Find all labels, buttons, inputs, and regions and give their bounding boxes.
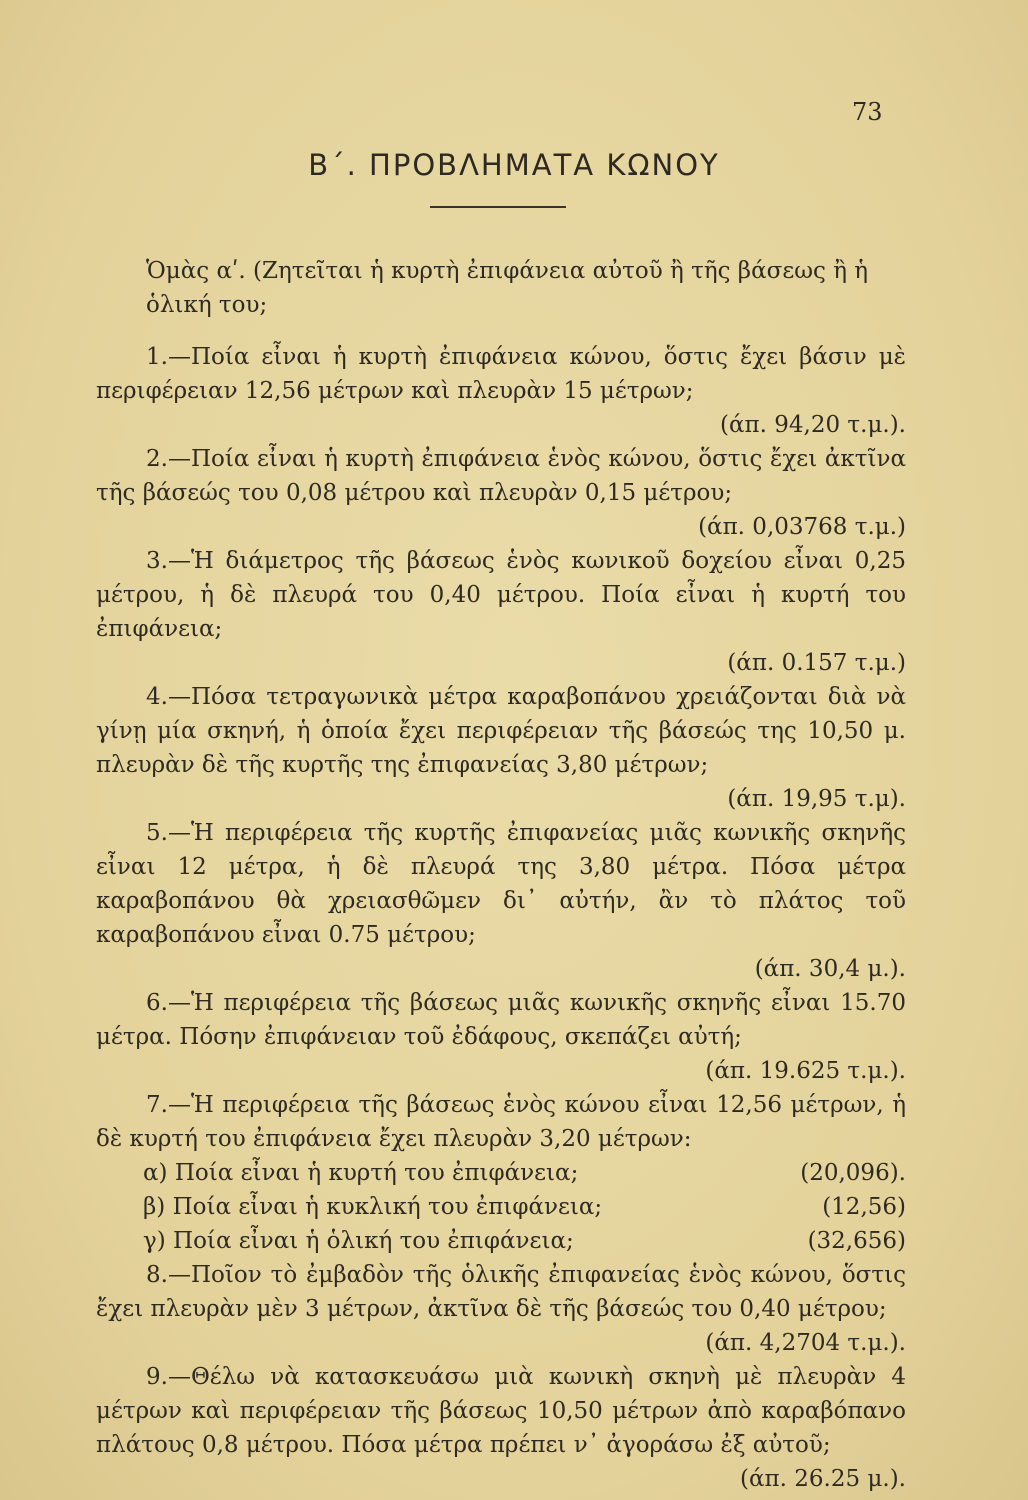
problem-3 [96,544,906,680]
sub-question-answer: (12,56) [822,1194,906,1220]
problem-answer: (άπ. 19,95 τ.μ). [727,786,906,812]
sub-question-text: γ) Ποία εἶναι ἡ ὁλική του ἐπιφάνεια; [143,1228,574,1254]
problem-2 [96,442,906,544]
problem-text: Ἡ περιφέρεια τῆς κυρτῆς ἐπιφανείας μιᾶς κωνικῆς σκηνῆς εἶναι 12 μέτρα, ἡ δὲ πλευρά της 3,80 μέτρα. Πόσα μέτρα καραβοπάνου θὰ χρειασθῶμεν δι᾽ αὐτήν, ἂν τὸ πλάτος τοῦ καραβοπάνου εἶναι 0.75 μέτρου; [96,820,906,948]
problem-5 [96,816,906,986]
problem-answer: (άπ. 30,4 μ.). [754,956,906,982]
group-label: Ὁμὰς αʹ. [146,258,246,284]
problem-number: 1.— [146,344,191,370]
problem-6 [96,986,906,1088]
group-description: (Ζητεῖται ἡ κυρτὴ ἐπιφάνεια αὐτοῦ ἢ τῆς βάσεως ἢ ἡ ὁλική του; [146,258,869,318]
problem-answer: (άπ. 0,03768 τ.μ.) [698,514,906,540]
problem-number: 9.— [146,1364,191,1390]
problem-answer: (άπ. 26.25 μ.). [740,1466,906,1492]
sub-question-answer: (32,656) [807,1228,906,1254]
problem-answer: (άπ. 19.625 τ.μ.). [705,1058,906,1084]
problem-text: Θέλω νὰ κατασκευάσω μιὰ κωνικὴ σκηνὴ μὲ πλευρὰν 4 μέτρων καὶ περιφέρειαν τῆς βάσεως 10,50 μέτρων ἀπὸ καραβόπανο πλάτους 0,8 μέτρου. Πόσα μέτρα πρέπει ν᾽ ἀγοράσω ἐξ αὐτοῦ; [96,1364,906,1458]
problem-4 [96,680,906,816]
problem-number: 3.— [146,548,191,574]
problem-number: 4.— [146,684,191,710]
sub-question-b [143,1190,906,1224]
problem-answer: (άπ. 4,2704 τ.μ.). [705,1330,906,1356]
problem-8 [96,1258,906,1360]
page-number: 73 [852,98,883,126]
problem-text: Ἡ περιφέρεια τῆς βάσεως μιᾶς κωνικῆς σκηνῆς εἶναι 15.70 μέτρα. Πόσην ἐπιφάνειαν τοῦ ἐδάφους, σκεπάζει αὐτή; [96,990,906,1050]
problem-text: Ἡ περιφέρεια τῆς βάσεως ἑνὸς κώνου εἶναι 12,56 μέτρων, ἡ δὲ κυρτή του ἐπιφάνεια ἔχει πλευρὰν 3,20 μέτρων: [96,1092,906,1152]
sub-questions [96,1156,906,1258]
problem-7 [96,1088,906,1258]
sub-question-text: β) Ποία εἶναι ἡ κυκλική του ἐπιφάνεια; [143,1194,603,1220]
problem-answer: (άπ. 0.157 τ.μ.) [727,650,906,676]
problem-number: 2.— [146,446,191,472]
problem-number: 7.— [146,1092,191,1118]
sub-question-text: α) Ποία εἶναι ἡ κυρτή του ἐπιφάνεια; [143,1160,579,1186]
problem-text: Ποῖον τὸ ἐμβαδὸν τῆς ὁλικῆς ἐπιφανείας ἑνὸς κώνου, ὅστις ἔχει πλευρὰν μὲν 3 μέτρων, ἀκτῖνα δὲ τῆς βάσεώς του 0,40 μέτρου; [96,1262,906,1322]
section-heading: Β΄. ΠΡΟΒΛΗΜΑΤΑ ΚΩΝΟΥ [308,148,720,182]
group-intro [96,254,906,322]
problem-text: Ποία εἶναι ἡ κυρτὴ ἐπιφάνεια ἑνὸς κώνου, ὅστις ἔχει ἀκτῖνα τῆς βάσεώς του 0,08 μέτρου καὶ πλευρὰν 0,15 μέτρου; [96,446,906,506]
problem-number: 5.— [146,820,191,846]
problem-9 [96,1360,906,1496]
problem-text: Ποία εἶναι ἡ κυρτὴ ἐπιφάνεια κώνου, ὅστις ἔχει βάσιν μὲ περιφέρειαν 12,56 μέτρων καὶ πλευρὰν 15 μέτρων; [96,344,906,404]
sub-question-answer: (20,096). [800,1160,906,1186]
problem-number: 6.— [146,990,191,1016]
problem-number: 8.— [146,1262,191,1288]
heading-rule [430,206,566,208]
problem-text: Ἡ διάμετρος τῆς βάσεως ἑνὸς κωνικοῦ δοχείου εἶναι 0,25 μέτρου, ἡ δὲ πλευρά του 0,40 μέτρου. Ποία εἶναι ἡ κυρτή του ἐπιφάνεια; [96,548,906,642]
problem-text: Πόσα τετραγωνικὰ μέτρα καραβοπάνου χρειάζονται διὰ νὰ γίνῃ μία σκηνή, ἡ ὁποία ἔχει περιφέρειαν τῆς βάσεώς της 10,50 μ. πλευρὰν δὲ τῆς κυρτῆς της ἐπιφανείας 3,80 μέτρων; [96,684,906,778]
problem-answer: (άπ. 94,20 τ.μ.). [720,412,906,438]
problem-1 [96,340,906,442]
sub-question-a [143,1156,906,1190]
sub-question-c [143,1224,906,1258]
problem-list [96,254,906,1496]
